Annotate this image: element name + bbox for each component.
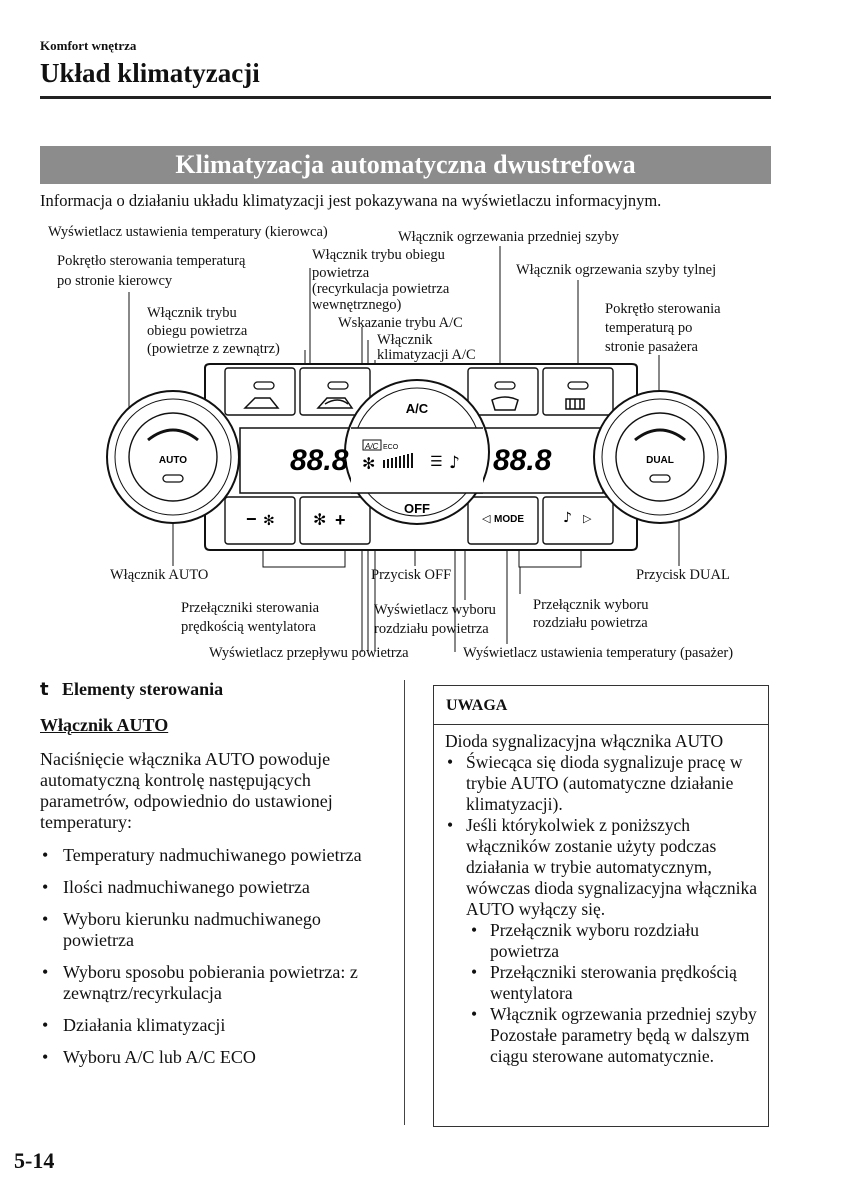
label-airflow-display: Wyświetlacz przepływu powietrza bbox=[209, 645, 409, 661]
section-label: Komfort wnętrza bbox=[40, 38, 137, 53]
note-bullet-2 bbox=[445, 815, 763, 1067]
title-rule bbox=[40, 96, 771, 99]
label-mode-display-1: Wyświetlacz wyboru bbox=[374, 602, 496, 618]
climate-panel-diagram bbox=[0, 220, 845, 670]
rear-defrost-button[interactable] bbox=[543, 368, 613, 415]
auto-button-label[interactable]: AUTO bbox=[158, 455, 188, 466]
label-knob-pass-1: Pokrętło sterowania bbox=[605, 301, 721, 317]
list-item: • Działania klimatyzacji bbox=[40, 1015, 390, 1036]
label-fan-switches-2: prędkością wentylatora bbox=[181, 619, 316, 635]
controls-heading-text: Elementy sterowania bbox=[62, 679, 224, 699]
label-knob-driver-2: po stronie kierowcy bbox=[57, 273, 173, 289]
list-item: • Ilości nadmuchiwanego powietrza bbox=[40, 877, 390, 898]
fan-small-icon: ✻ bbox=[263, 513, 275, 529]
auto-switch-description: Naciśnięcie włącznika AUTO powoduje automatyczną kontrolę następujących parametrów, odpowiednio do ustawionej temperatury: bbox=[40, 749, 333, 832]
label-ac-switch-1: Włącznik bbox=[377, 332, 433, 348]
label-dual-button: Przycisk DUAL bbox=[636, 567, 730, 583]
temp-display-pass: 88.8 bbox=[493, 444, 552, 477]
label-fresh-air-3: (powietrze z zewnątrz) bbox=[147, 341, 280, 357]
label-recirc-4: wewnętrznego) bbox=[312, 297, 402, 313]
label-rear-defrost: Włącznik ogrzewania szyby tylnej bbox=[516, 262, 717, 278]
fan-display-icon: ✻ bbox=[362, 454, 376, 473]
note-sub-item bbox=[468, 1004, 763, 1067]
ac-indicator: A/C bbox=[365, 442, 379, 451]
label-mode-switch-2: rozdziału powietrza bbox=[533, 615, 648, 631]
label-mode-display-2: rozdziału powietrza bbox=[374, 621, 489, 637]
label-knob-pass-2: temperaturą po bbox=[605, 320, 693, 336]
label-recirc-3: (recyrkulacja powietrza bbox=[312, 281, 450, 297]
label-ac-switch-2: klimatyzacji A/C bbox=[377, 347, 476, 363]
vent-mode-button[interactable] bbox=[543, 497, 613, 544]
label-recirc-1: Włącznik trybu obiegu bbox=[312, 247, 445, 263]
label-knob-driver-1: Pokrętło sterowania temperaturą bbox=[57, 253, 246, 269]
ac-button-label[interactable]: A/C bbox=[405, 401, 429, 416]
auto-switch-subheading: Włącznik AUTO bbox=[40, 715, 169, 735]
list-item: • Wyboru kierunku nadmuchiwanego powietrza bbox=[40, 909, 390, 951]
fan-minus-sign: − bbox=[246, 509, 257, 529]
dual-led bbox=[650, 475, 670, 482]
label-fan-switches-1: Przełączniki sterowania bbox=[181, 600, 320, 616]
eco-indicator: ECO bbox=[383, 444, 399, 451]
intro-text: Informacja o działaniu układu klimatyzacji jest pokazywana na wyświetlaczu informacyjnym. bbox=[40, 191, 662, 210]
note-box bbox=[433, 685, 769, 1127]
note-bullet-1: • Świecąca się dioda sygnalizuje pracę w trybie AUTO (automatyczne działanie klimatyzacji). bbox=[445, 752, 763, 815]
note-bullet-2-text: Jeśli którykolwiek z poniższych włączników zostanie użyty podczas działania w trybie automatycznym, wówczas dioda sygnalizacyjna włącznika AUTO wyłączy się. bbox=[466, 815, 758, 919]
list-item: • Wyboru A/C lub A/C ECO bbox=[40, 1047, 390, 1068]
airflow-person-icon: ♪ bbox=[449, 453, 460, 473]
front-defrost-button[interactable] bbox=[468, 368, 538, 415]
dual-button-label[interactable]: DUAL bbox=[646, 455, 674, 466]
note-sub-item: • Przełączniki sterowania prędkością wentylatora bbox=[468, 962, 763, 1004]
note-body bbox=[445, 731, 763, 1067]
mode-left-arrow-icon: ◁ bbox=[482, 512, 491, 525]
note-intro: Dioda sygnalizacyjna włącznika AUTO bbox=[445, 731, 724, 751]
label-ac-mode: Wskazanie trybu A/C bbox=[338, 315, 463, 331]
page-title: Układ klimatyzacji bbox=[40, 58, 260, 88]
mode-label: MODE bbox=[494, 514, 524, 525]
mode-right-arrow-icon: ▷ bbox=[583, 512, 592, 525]
label-temp-display-pass: Wyświetlacz ustawienia temperatury (pasażer) bbox=[463, 645, 734, 661]
defrost-display-icon: ☰ bbox=[430, 454, 443, 470]
label-knob-pass-3: stronie pasażera bbox=[605, 339, 698, 355]
label-front-defrost: Włącznik ogrzewania przedniej szyby bbox=[398, 229, 620, 245]
label-fresh-air-1: Włącznik trybu bbox=[147, 305, 237, 321]
auto-led bbox=[163, 475, 183, 482]
list-item: • Wyboru sposobu pobierania powietrza: z zewnątrz/recyrkulacja bbox=[40, 962, 390, 1004]
heading-bullet: t bbox=[40, 679, 49, 700]
controls-heading bbox=[40, 679, 223, 700]
fan-large-icon: ✻ bbox=[313, 510, 327, 529]
temp-display-driver: 88.8 bbox=[290, 444, 349, 477]
label-mode-switch-1: Przełącznik wyboru bbox=[533, 597, 649, 613]
section-banner: Klimatyzacja automatyczna dwustrefowa bbox=[40, 146, 771, 184]
fan-down-button[interactable] bbox=[225, 497, 295, 544]
vent-person-icon: ♪ bbox=[563, 510, 572, 526]
note-closing: Pozostałe parametry będą w dalszym ciągu sterowane automatycznie. bbox=[490, 1025, 750, 1066]
label-fresh-air-2: obiegu powietrza bbox=[147, 323, 248, 339]
note-sub-item: • Przełącznik wyboru rozdziału powietrza bbox=[468, 920, 763, 962]
note-sub-item-text: Włącznik ogrzewania przedniej szyby bbox=[490, 1004, 757, 1024]
label-auto-switch: Włącznik AUTO bbox=[110, 567, 209, 583]
column-divider bbox=[404, 680, 405, 1125]
list-item: • Temperatury nadmuchiwanego powietrza bbox=[40, 845, 390, 866]
page-number: 5-14 bbox=[14, 1148, 55, 1173]
off-button-label[interactable]: OFF bbox=[404, 501, 430, 516]
label-temp-display-driver: Wyświetlacz ustawienia temperatury (kierowca) bbox=[48, 224, 328, 240]
auto-controlled-list bbox=[40, 845, 390, 1079]
note-title: UWAGA bbox=[434, 686, 768, 725]
label-off-button: Przycisk OFF bbox=[371, 567, 452, 583]
fan-plus-sign: + bbox=[335, 510, 346, 530]
label-recirc-2: powietrza bbox=[312, 265, 370, 281]
